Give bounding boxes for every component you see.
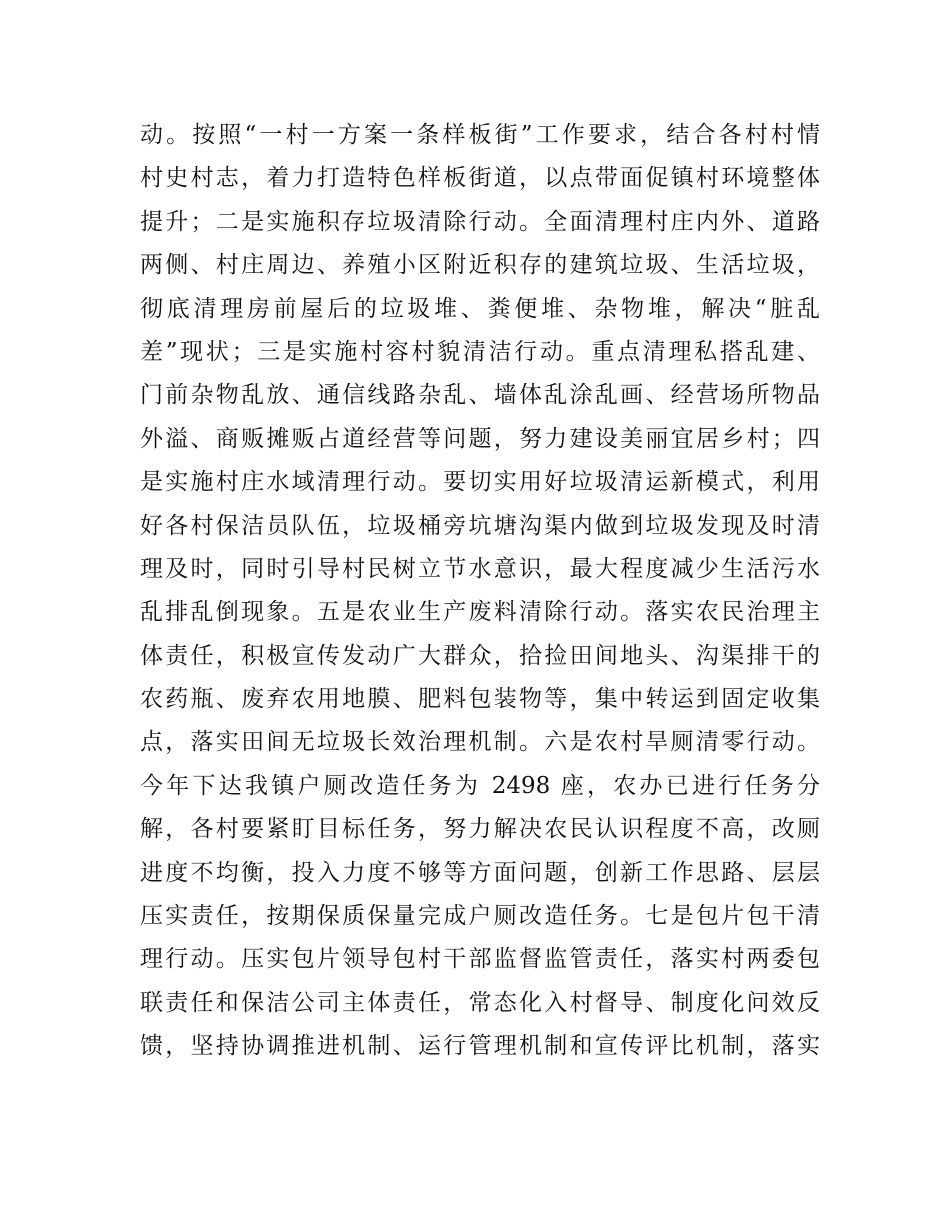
text-line: 理行动。压实包片领导包村干部监督监管责任，落实村两委包 — [140, 946, 820, 973]
text-line: 理及时，同时引导村民树立节水意识，最大程度减少生活污水 — [140, 555, 820, 582]
text-line: 动。按照“一村一方案一条样板街”工作要求，结合各村村情 — [140, 122, 820, 148]
text-line: 差”现状；三是实施村容村貌清洁行动。重点清理私搭乱建、 — [140, 338, 820, 365]
text-line: 好各村保洁员队伍，垃圾桶旁坑塘沟渠内做到垃圾发现及时清 — [140, 512, 820, 539]
text-line: 彻底清理房前屋后的垃圾堆、粪便堆、杂物堆，解决“脏乱 — [140, 295, 820, 322]
text-line: 门前杂物乱放、通信线路杂乱、墙体乱涂乱画、经营场所物品 — [140, 382, 820, 409]
text-line: 今年下达我镇户厕改造任务为 2498 座，农办已进行任务分 — [140, 772, 820, 799]
text-line: 外溢、商贩摊贩占道经营等问题，努力建设美丽宜居乡村；四 — [140, 425, 820, 452]
text-line: 村史村志，着力打造特色样板街道，以点带面促镇村环境整体 — [140, 165, 820, 192]
text-line: 解，各村要紧盯目标任务，努力解决农民认识程度不高，改厕 — [140, 816, 820, 843]
text-line: 进度不均衡，投入力度不够等方面问题，创新工作思路、层层 — [140, 859, 820, 886]
text-line: 提升；二是实施积存垃圾清除行动。全面清理村庄内外、道路 — [140, 208, 820, 235]
text-line: 是实施村庄水域清理行动。要切实用好垃圾清运新模式，利用 — [140, 469, 820, 496]
text-line: 馈，坚持协调推进机制、运行管理机制和宣传评比机制，落实 — [140, 1033, 820, 1060]
text-line: 乱排乱倒现象。五是农业生产废料清除行动。落实农民治理主 — [140, 599, 820, 626]
text-line: 两侧、村庄周边、养殖小区附近积存的建筑垃圾、生活垃圾， — [140, 252, 820, 279]
text-line: 农药瓶、废弃农用地膜、肥料包装物等，集中转运到固定收集 — [140, 686, 820, 713]
body-text — [140, 114, 820, 1069]
text-line: 点，落实田间无垃圾长效治理机制。六是农村旱厕清零行动。 — [140, 729, 820, 756]
text-line: 联责任和保洁公司主体责任，常态化入村督导、制度化问效反 — [140, 989, 820, 1016]
text-line: 体责任，积极宣传发动广大群众，拾捡田间地头、沟渠排干的 — [140, 642, 820, 669]
text-line: 压实责任，按期保质保量完成户厕改造任务。七是包片包干清 — [140, 903, 820, 930]
